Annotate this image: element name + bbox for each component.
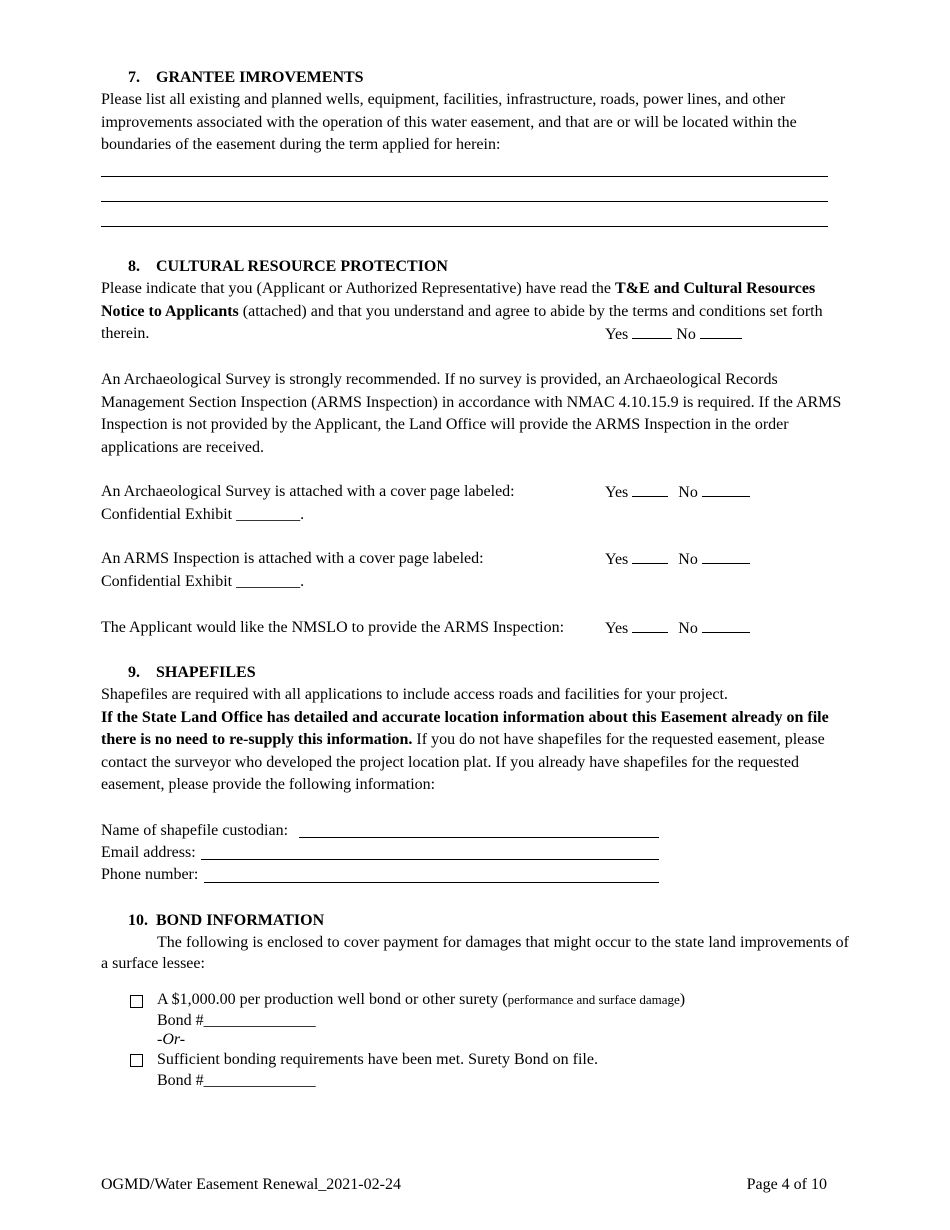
section-9-number: 9. — [128, 664, 140, 681]
bond-number-2[interactable]: Bond #______________ — [157, 1072, 316, 1089]
survey-no-blank[interactable] — [702, 481, 750, 497]
footer-document-id: OGMD/Water Easement Renewal_2021-02-24 — [101, 1176, 401, 1193]
bond-option-2: Sufficient bonding requirements have been met. Surety Bond on file. — [157, 1051, 598, 1068]
agree-yes-no — [605, 323, 742, 347]
footer-page-number: Page 4 of 10 — [746, 1176, 827, 1193]
section-9-title: SHAPEFILES — [156, 664, 256, 681]
or-label: -Or- — [157, 1031, 186, 1048]
phone-label: Phone number: — [101, 866, 199, 883]
survey-question-line-2: Confidential Exhibit ________. — [101, 506, 305, 523]
section-10-number: 10. — [128, 912, 148, 929]
improvements-line-1[interactable] — [101, 176, 828, 177]
section-8-title: CULTURAL RESOURCE PROTECTION — [156, 258, 448, 275]
section-7-title: GRANTEE IMROVEMENTS — [156, 69, 364, 86]
section-7-body: Please list all existing and planned wells, equipment, facilities, infrastructure, roads, power lines, and other improvements associated with the operation of this water easement, and that are or will be located within the boundaries of the easement during the term applied for herein: — [101, 91, 797, 153]
custodian-label: Name of shapefile custodian: — [101, 822, 289, 839]
arms-yes-no — [605, 548, 750, 572]
section-9-rest: If you do not have shapefiles for the requested easement, please contact the surveyor who developed the project location plat. If you already have shapefiles for the requested easement, please provide the following information: — [101, 731, 825, 793]
survey-yes-no — [605, 481, 750, 505]
nmslo-yes-no — [605, 617, 750, 641]
no-label: No — [676, 326, 696, 343]
bond-option-1 — [157, 990, 685, 1010]
section-9-body — [101, 684, 836, 797]
improvements-line-3[interactable] — [101, 226, 828, 227]
section-10-heading — [128, 910, 324, 933]
bond-option-1-checkbox[interactable] — [130, 995, 143, 1008]
section-9-heading — [128, 662, 256, 685]
nmslo-no-blank[interactable] — [702, 617, 750, 633]
section-8-heading — [128, 256, 448, 279]
email-field[interactable] — [201, 859, 659, 860]
yes-label: Yes — [605, 326, 629, 343]
bond-option-2-checkbox[interactable] — [130, 1054, 143, 1067]
no-label: No — [678, 484, 698, 501]
arms-question-line-2: Confidential Exhibit ________. — [101, 573, 305, 590]
option-1-small: performance and surface damage — [507, 992, 680, 1007]
no-label: No — [678, 620, 698, 637]
nmslo-yes-blank[interactable] — [632, 617, 668, 633]
section-7-number: 7. — [128, 69, 140, 86]
email-label: Email address: — [101, 844, 196, 861]
p1-post: (attached) and that you understand and agree to abide by the terms and conditions set forth therein. — [101, 302, 823, 342]
agree-no-blank[interactable] — [700, 323, 742, 339]
section-8-number: 8. — [128, 258, 140, 275]
arms-question-line-1: An ARMS Inspection is attached with a cover page labeled: — [101, 550, 484, 567]
p1-pre: Please indicate that you (Applicant or Authorized Representative) have read the — [101, 280, 616, 297]
agree-yes-blank[interactable] — [632, 323, 672, 339]
custodian-field[interactable] — [299, 837, 659, 838]
yes-label: Yes — [605, 484, 629, 501]
arms-yes-blank[interactable] — [632, 548, 668, 564]
arms-no-blank[interactable] — [702, 548, 750, 564]
survey-question-line-1: An Archaeological Survey is attached with a cover page labeled: — [101, 483, 515, 500]
yes-label: Yes — [605, 551, 629, 568]
section-9-line-1: Shapefiles are required with all applications to include access roads and facilities for your project. — [101, 686, 728, 703]
section-9-bold: If the State Land Office has detailed and accurate location information about this Easement already on file there is no need to re-supply this information. — [101, 708, 829, 748]
survey-yes-blank[interactable] — [632, 481, 668, 497]
option-1-close: ) — [679, 991, 686, 1008]
notice-title: T&E and Cultural Resources Notice to Applicants — [101, 280, 816, 320]
yes-label: Yes — [605, 620, 629, 637]
bond-number-1[interactable]: Bond #______________ — [157, 1012, 316, 1029]
nmslo-question: The Applicant would like the NMSLO to provide the ARMS Inspection: — [101, 619, 565, 636]
option-1-main: A $1,000.00 per production well bond or other surety ( — [157, 991, 508, 1008]
improvements-line-2[interactable] — [101, 201, 828, 202]
section-7-heading — [128, 67, 364, 90]
phone-field[interactable] — [204, 882, 659, 883]
section-10-title: BOND INFORMATION — [156, 912, 325, 929]
no-label: No — [678, 551, 698, 568]
section-10-intro: The following is enclosed to cover payment for damages that might occur to the state land improvements of a surface lessee: — [101, 934, 849, 972]
section-8-paragraph-2: An Archaeological Survey is strongly recommended. If no survey is provided, an Archaeological Records Management Section Inspection (ARMS Inspection) in accordance with NMAC 4.10.15.9 is required. If the ARMS Inspection is not provided by the Applicant, the Land Office will provide the ARMS Inspection in the order applications are received. — [101, 371, 842, 456]
